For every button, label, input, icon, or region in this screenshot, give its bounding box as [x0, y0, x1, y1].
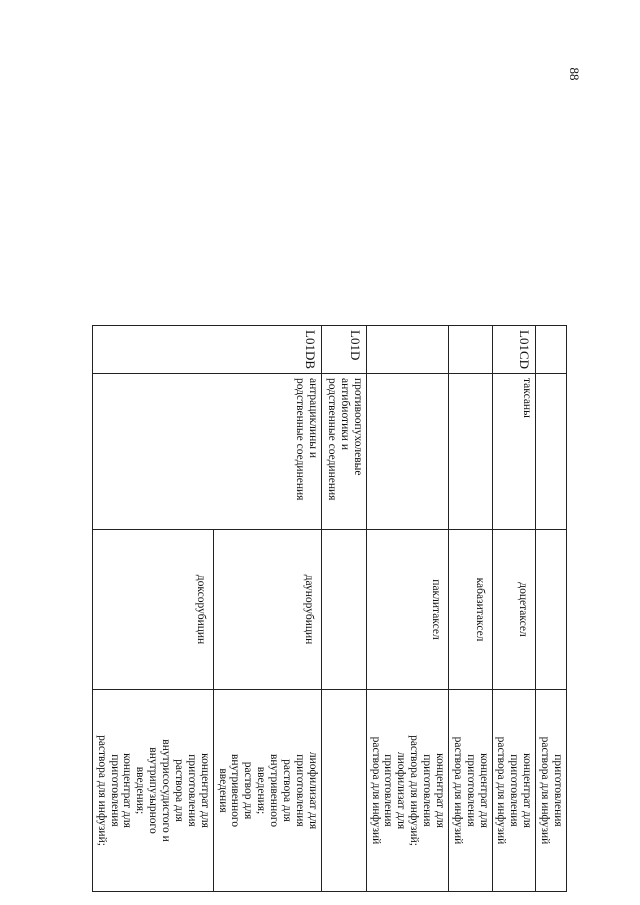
- dosage-form-cell: лиофилизат для приготовления раствора для внутривенного введения; раствор для внутривенного введения: [213, 690, 321, 892]
- rotated-table-container: [59, 325, 567, 891]
- drug-name-cell: паклитаксел: [366, 530, 448, 690]
- drug-name-cell: кабазитаксел: [449, 530, 493, 690]
- dosage-form-cell: приготовления раствора для инфузий: [536, 690, 567, 892]
- atc-code-cell: L01CD: [492, 326, 536, 374]
- table-row: [213, 326, 321, 892]
- table-row: [449, 326, 493, 892]
- group-name-cell: таксаны: [492, 374, 536, 530]
- atc-code-cell: [536, 326, 567, 374]
- medication-table: [92, 325, 567, 892]
- group-name-cell: [536, 374, 567, 530]
- dosage-form-cell: концентрат для приготовления раствора для инфузий; лиофилизат для приготовления раствора для инфузий: [366, 690, 448, 892]
- drug-name-cell: [321, 530, 366, 690]
- drug-name-cell: даунорубицин: [213, 530, 321, 690]
- dosage-form-cell: [321, 690, 366, 892]
- drug-name-cell: доксорубицин: [92, 530, 213, 690]
- page-number: 88: [567, 67, 582, 81]
- drug-name-cell: доцетаксел: [492, 530, 536, 690]
- rotated-table-region: [59, 325, 567, 891]
- group-name-cell: противоопухолевые антибиотики и родственные соединения: [321, 374, 366, 530]
- atc-code-cell: L01D: [321, 326, 366, 374]
- atc-code-cell: [366, 326, 448, 374]
- group-name-cell: [366, 374, 448, 530]
- group-name-cell: [449, 374, 493, 530]
- table-row: [492, 326, 536, 892]
- group-name-cell: антрациклины и родственные соединения: [92, 374, 321, 530]
- dosage-form-cell: концентрат для приготовления раствора для внутрисосудистого и внутрипузырного введения; концентрат для приготовления раствора для инфузий;: [92, 690, 213, 892]
- table-row: [536, 326, 567, 892]
- dosage-form-cell: концентрат для приготовления раствора для инфузий: [449, 690, 493, 892]
- table-row: [366, 326, 448, 892]
- table-row: [321, 326, 366, 892]
- dosage-form-cell: концентрат для приготовления раствора для инфузий: [492, 690, 536, 892]
- atc-code-cell: L01DB: [92, 326, 321, 374]
- drug-name-cell: [536, 530, 567, 690]
- atc-code-cell: [449, 326, 493, 374]
